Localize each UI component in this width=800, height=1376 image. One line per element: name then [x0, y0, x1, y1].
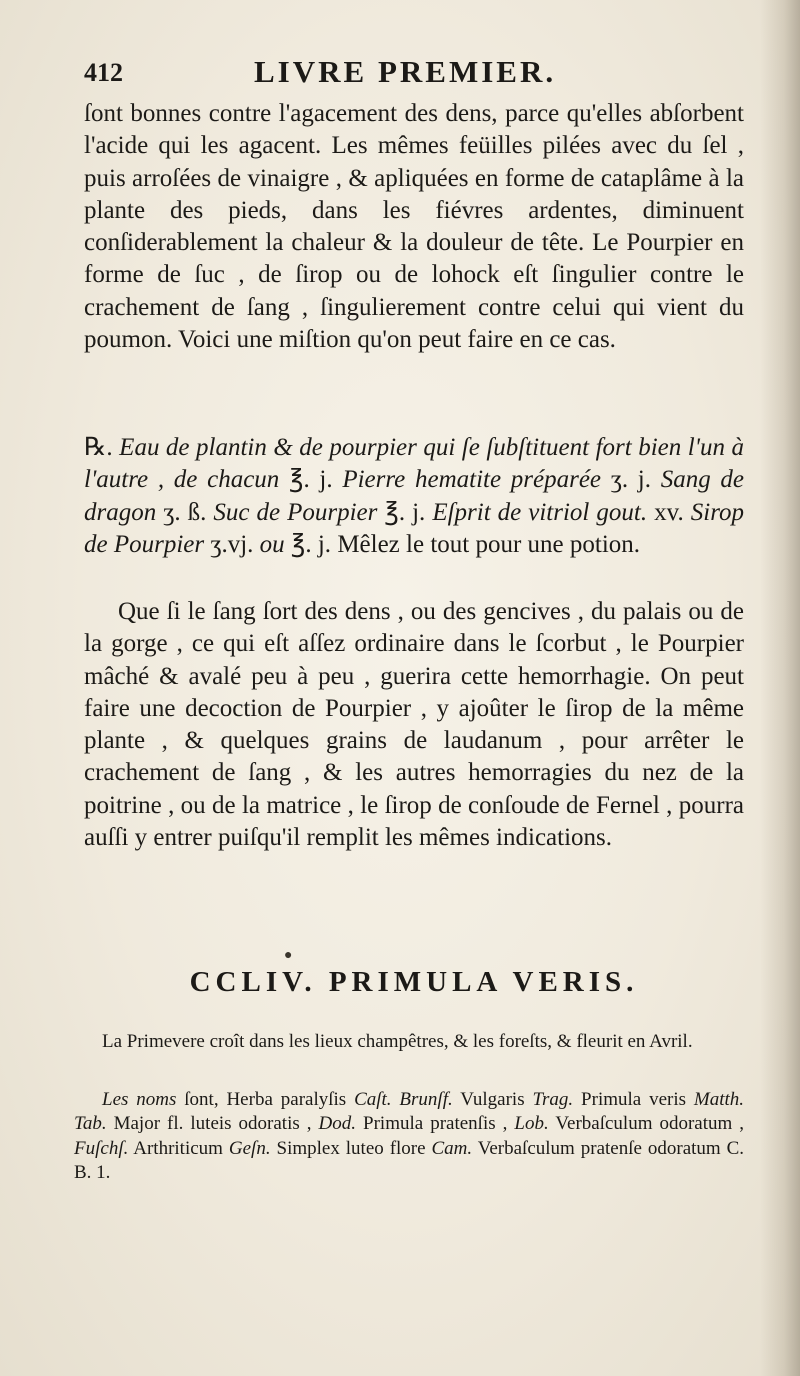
names-author: Dod.: [318, 1113, 357, 1135]
prescription-ingredient: Sirop de Pourpier: [84, 498, 745, 558]
page-number: 412: [84, 58, 123, 87]
page-header: [84, 52, 744, 96]
paragraph-purslane-uses: ſont bonnes contre l'agacement des dens, parce qu'elles abſorbent l'acide qui les agacent. Les mêmes feüilles pilées avec du ſel , puis arroſées de vinaigre , & apliquées en forme de cataplâme à la plante des pieds, dans les fiévres ardentes, diminuent conſiderablement la chaleur & la douleur de tête. Le Pourpier en forme de ſuc , de ſirop ou de lohock eſt ſingulier contre le crachement de ſang , ſingulierement contre celui qui vient du poumon. Voici une miſtion qu'on peut faire en ce cas.: [84, 100, 744, 354]
names-author: Lob.: [514, 1113, 549, 1135]
prescription-paragraph: [84, 432, 744, 561]
prescription-dose: ʒ.vj.: [210, 530, 254, 558]
prescription-dose: ʒ. ß.: [163, 498, 207, 526]
names-author: Caſt. Brunſf.: [354, 1089, 453, 1110]
prescription-dose: ℥. j.: [384, 498, 426, 526]
recipe-symbol: ℞.: [84, 434, 113, 461]
names-text: Major fl. luteis odoratis ,: [113, 1113, 312, 1135]
prescription-ingredient: Eau de plantin & de pourpier qui ſe ſubſtituent fort bien l'un à l'autre , de chacun: [84, 434, 745, 494]
names-text: Primula pratenſis ,: [363, 1113, 508, 1135]
names-lead: Les noms: [102, 1089, 177, 1110]
prescription-ingredient: Eſprit de vitriol gout.: [432, 498, 648, 526]
section-title: CCLIV. PRIMULA VERIS.: [189, 966, 639, 998]
names-text: Verbaſculum pratenſe odoratum C. B. 1.: [74, 1137, 745, 1183]
names-author: Geſn.: [228, 1137, 271, 1159]
prescription-ingredient: Suc de Pourpier: [213, 498, 378, 526]
small-paragraph-habitat: La Primevere croît dans les lieux champêtres, & les foreſts, & fleurit en Avril.: [102, 1031, 693, 1052]
prescription-ingredient: Sang de dragon: [84, 466, 745, 526]
names-author: Matth. Tab.: [74, 1089, 745, 1135]
names-text: ſont, Herba paralyſis: [184, 1089, 347, 1110]
prescription-dose: xv.: [654, 498, 684, 526]
prescription-dose: ℥. j.: [289, 466, 333, 494]
names-text: Primula veris: [581, 1089, 687, 1110]
prescription-closing: Mêlez le tout pour une potion.: [337, 530, 641, 558]
prescription-dose: ℥. j.: [290, 530, 332, 558]
page-gutter-shadow: [760, 0, 800, 1376]
names-text: Vulgaris: [460, 1089, 525, 1110]
ornament-dot-icon: ●: [284, 948, 293, 963]
names-author: Fuſchſ.: [74, 1137, 129, 1159]
names-author: Trag.: [532, 1089, 574, 1110]
names-author: Cam.: [431, 1137, 473, 1159]
running-title: LIVRE PREMIER.: [254, 54, 557, 89]
paragraph-hemorrhage: Que ſi le ſang ſort des dens , ou des gencives , du palais ou de la gorge , ce qui eſt aſſez ordinaire dans le ſcorbut , le Pourpier mâché & avalé peu à peu , guerira cette hemorrhagie. On peut faire une decoction de Pourpier , y ajoûter le ſirop de la même plante , & quelques grains de laudanum , pour arrêter le crachement de ſang , & les autres hemorragies du nez de la poitrine , ou de la matrice , le ſirop de conſoude de Fernel , pourra auſſi y entrer puiſqu'il remplit les mêmes indications.: [84, 598, 744, 852]
prescription-conjunction: ou: [259, 530, 285, 558]
names-text: Verbaſculum odoratum ,: [555, 1113, 745, 1135]
names-text: Arthriticum: [133, 1137, 223, 1159]
small-paragraph-names: [74, 1088, 744, 1185]
names-text: Simplex luteo flore: [276, 1137, 426, 1159]
prescription-dose: ʒ. j.: [610, 466, 651, 494]
prescription-ingredient: Pierre hematite préparée: [342, 466, 602, 494]
